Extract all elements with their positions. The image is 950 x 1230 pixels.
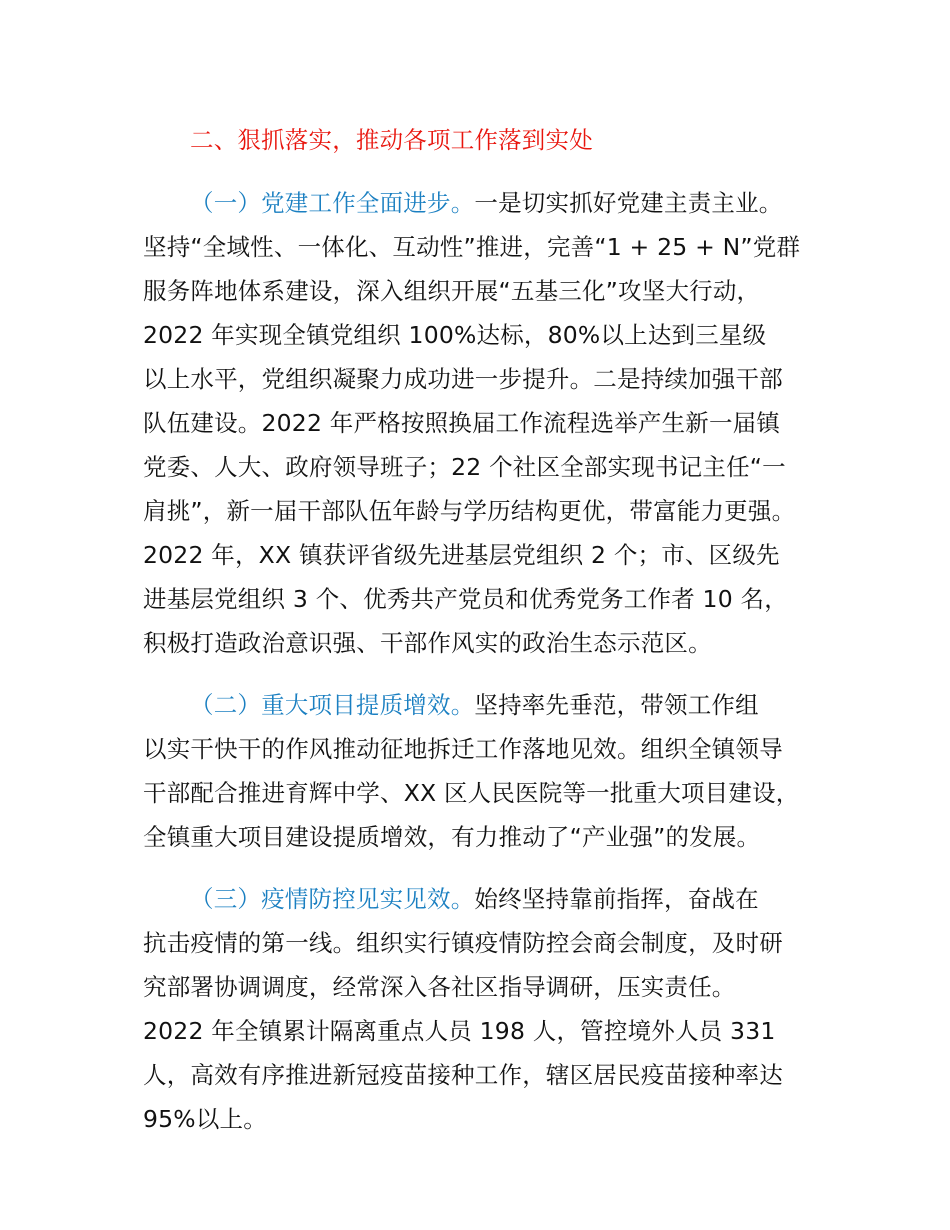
paragraph-3-text: 始终坚持靠前指挥，奋战在	[474, 885, 759, 913]
subsection-title-1: （一）党建工作全面进步。	[190, 189, 475, 217]
paragraph-1-line: 2022 年，XX 镇获评省级先进基层党组织 2 个；市、区级先	[143, 541, 780, 569]
paragraph-1-line: 以上水平，党组织凝聚力成功进一步提升。二是持续加强干部	[143, 365, 783, 393]
paragraph-1-line: 进基层党组织 3 个、优秀共产党员和优秀党务工作者 10 名，	[143, 585, 788, 613]
paragraph-1-line: 积极打造政治意识强、干部作风实的政治生态示范区。	[143, 629, 712, 657]
paragraph-1-line: 2022 年实现全镇党组织 100%达标，80%以上达到三星级	[143, 321, 767, 349]
paragraph-3-first-line	[190, 884, 759, 914]
paragraph-3-line: 95%以上。	[143, 1105, 267, 1133]
paragraph-2-text: 坚持率先垂范，带领工作组	[474, 691, 759, 719]
paragraph-3-line: 究部署协调调度，经常深入各社区指导调研，压实责任。	[143, 973, 736, 1001]
paragraph-1-line: 肩挑”，新一届干部队伍年龄与学历结构更优，带富能力更强。	[143, 497, 796, 525]
subsection-title-3: （三）疫情防控见实见效。	[190, 885, 475, 913]
section-heading: 二、狠抓落实，推动各项工作落到实处	[190, 126, 593, 154]
paragraph-3-line: 2022 年全镇累计隔离重点人员 198 人，管控境外人员 331	[143, 1017, 776, 1045]
paragraph-1-line: 党委、人大、政府领导班子；22 个社区全部实现书记主任“一	[143, 453, 786, 481]
paragraph-2-first-line	[190, 690, 759, 720]
paragraph-2-line: 以实干快干的作风推动征地拆迁工作落地见效。组织全镇领导	[143, 735, 783, 763]
subsection-title-2: （二）重大项目提质增效。	[190, 691, 475, 719]
paragraph-1-line: 服务阵地体系建设，深入组织开展“五基三化”攻坚大行动，	[143, 277, 761, 305]
paragraph-3-line: 抗击疫情的第一线。组织实行镇疫情防控会商会制度，及时研	[143, 929, 783, 957]
paragraph-1-first-line	[190, 188, 783, 218]
paragraph-2-line: 干部配合推进育辉中学、XX 区人民医院等一批重大项目建设，	[143, 779, 800, 807]
paragraph-2-line: 全镇重大项目建设提质增效，有力推动了“产业强”的发展。	[143, 823, 761, 851]
paragraph-1-text: 一是切实抓好党建主责主业。	[474, 189, 783, 217]
paragraph-3-line: 人，高效有序推进新冠疫苗接种工作，辖区居民疫苗接种率达	[143, 1061, 783, 1089]
paragraph-1-line: 队伍建设。2022 年严格按照换届工作流程选举产生新一届镇	[143, 409, 781, 437]
paragraph-1-line: 坚持“全域性、一体化、互动性”推进，完善“1 + 25 + N”党群	[143, 233, 801, 261]
